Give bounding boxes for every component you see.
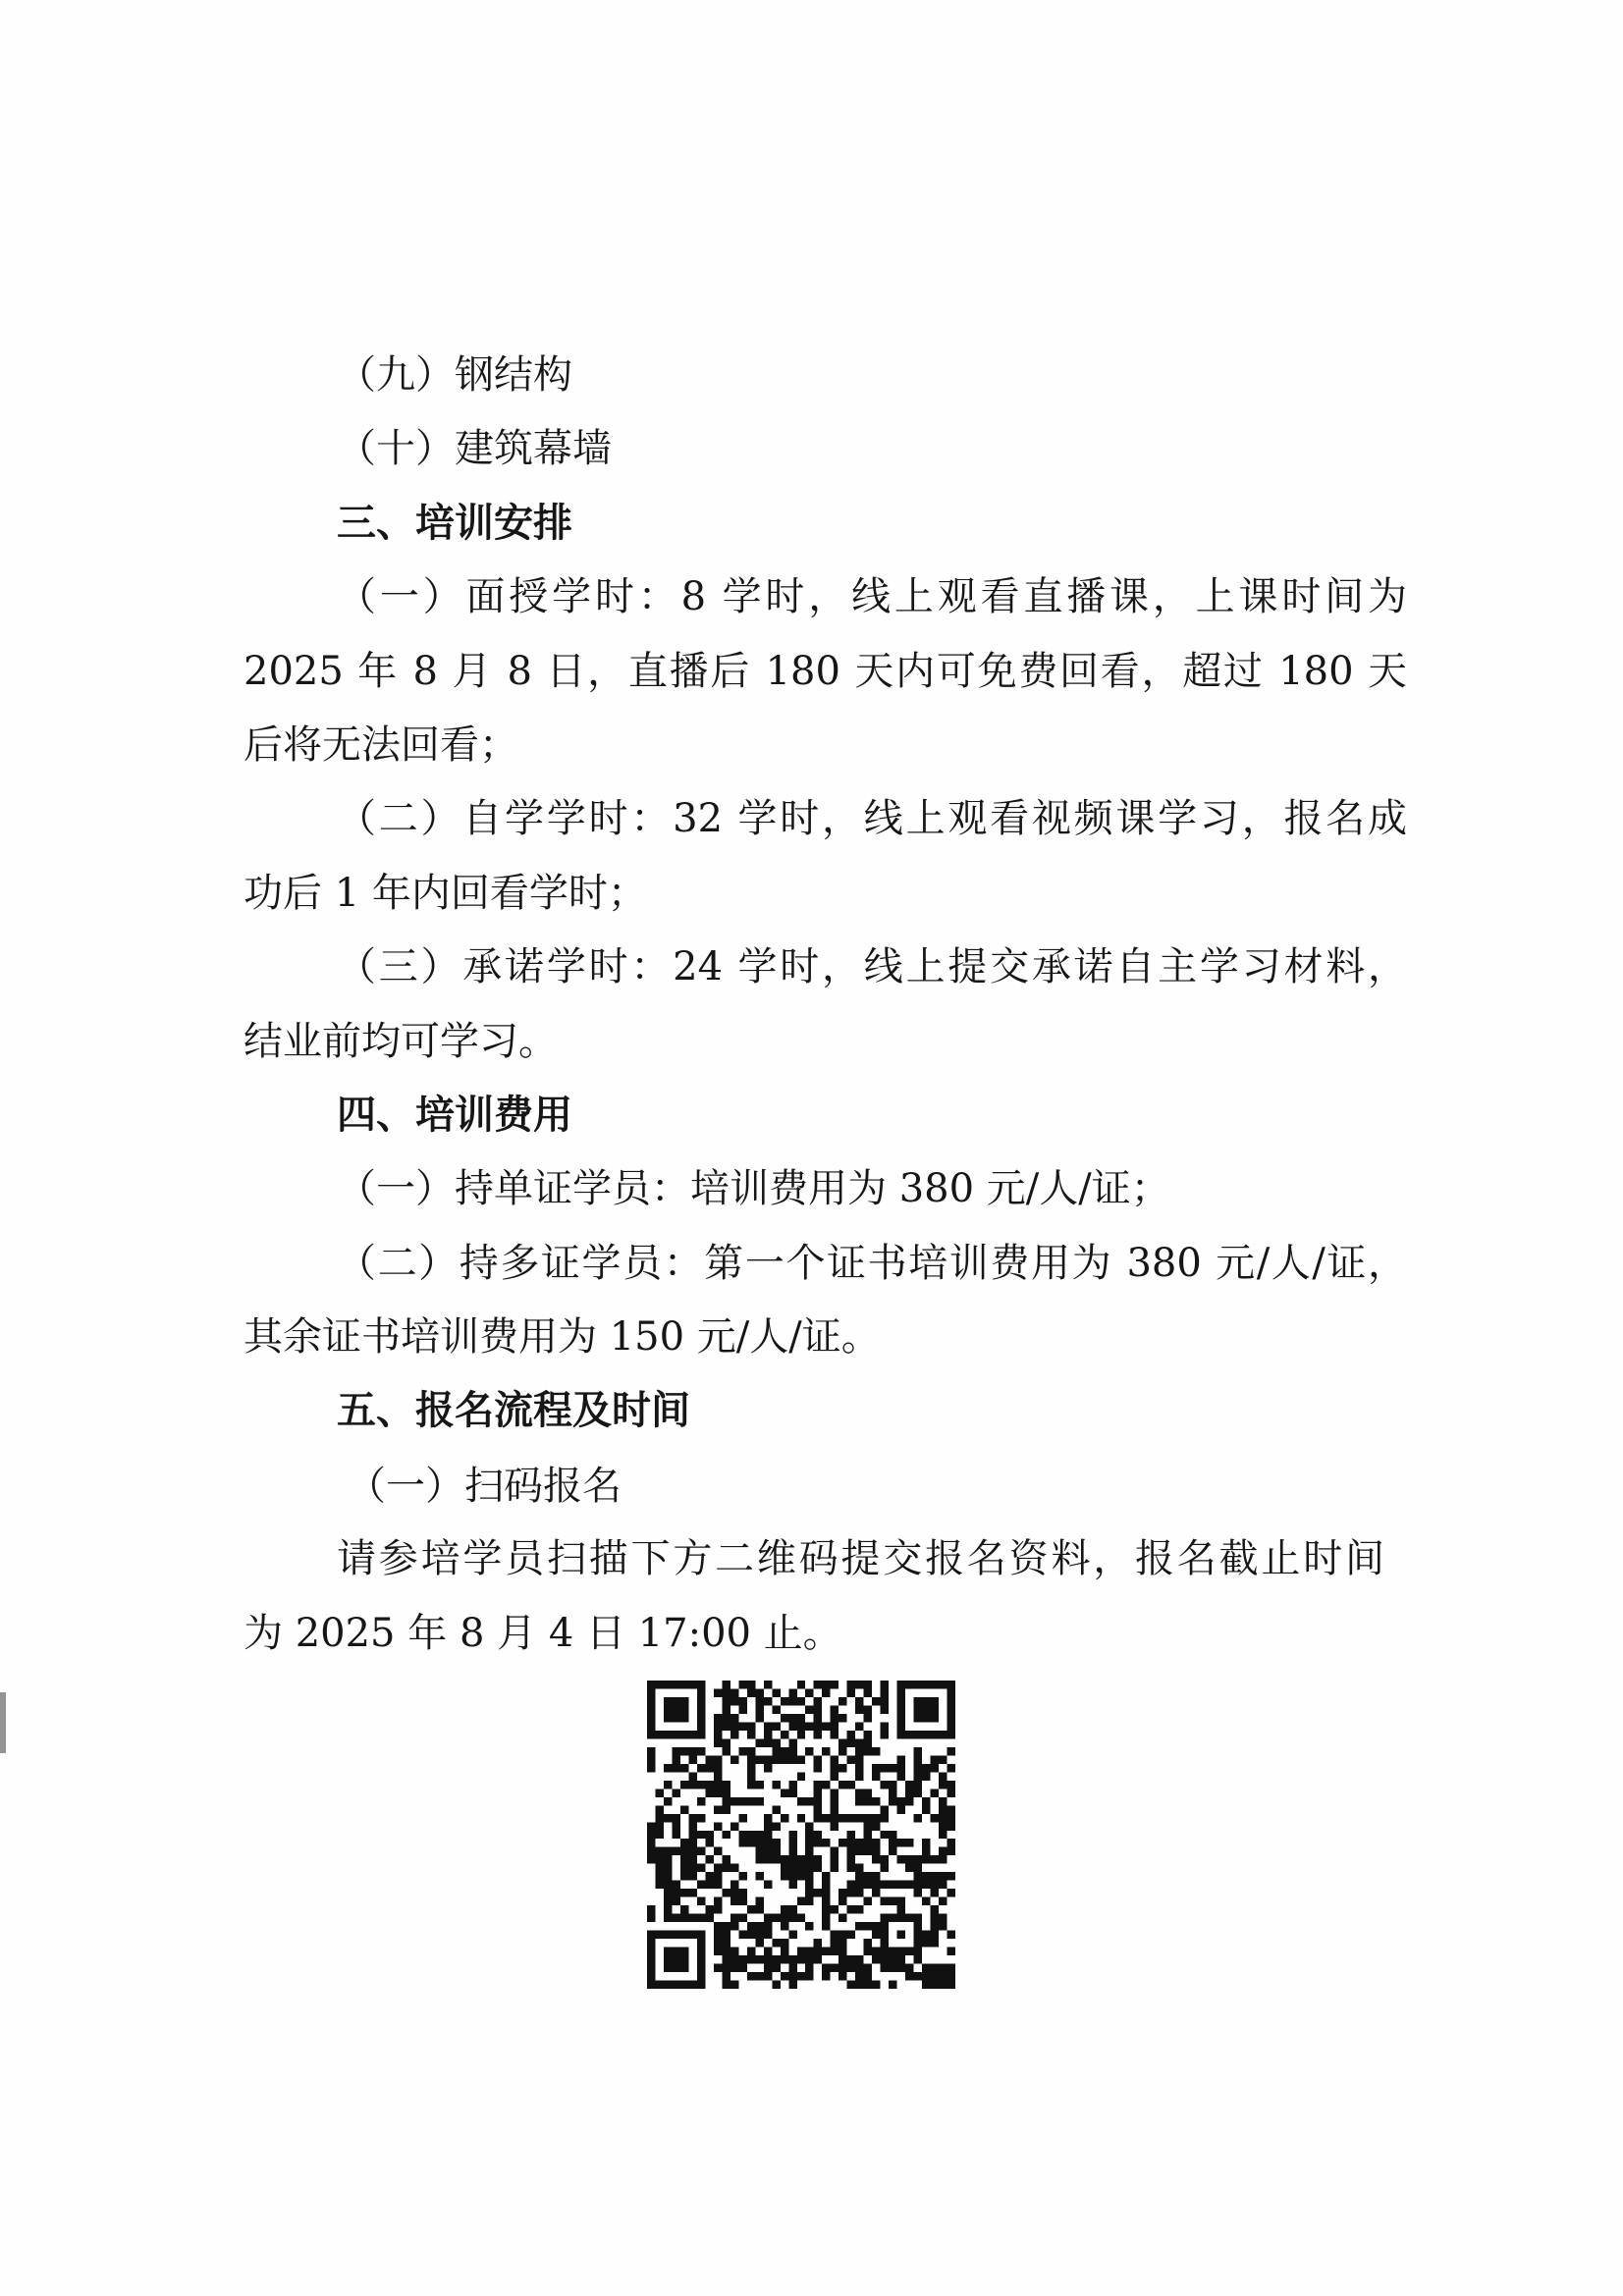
paragraph-line: 其余证书培训费用为 150 元/人/证。 [243,1314,881,1361]
qr-alignment-center [897,1931,905,1939]
qr-finder-center [664,1697,688,1722]
document-body [243,339,1407,1671]
section-heading-training-fees: 四、培训费用 [337,1092,572,1138]
paragraph-line: （二）自学学时：32 学时，线上观看视频课学习，报名成 [337,796,1407,842]
paragraph-line: 结业前均可学习。 [243,1018,558,1064]
paragraph-line: 为 2025 年 8 月 4 日 17:00 止。 [243,1610,842,1656]
subheading-scan-to-register: （一）扫码报名 [347,1463,622,1508]
qr-finder-pattern [897,1681,955,1738]
list-item-curtain-wall: （十）建筑幕墙 [337,426,612,472]
scan-edge-mark [0,1692,6,1753]
paragraph-line: 2025 年 8 月 8 日，直播后 180 天内可免费回看，超过 180 天 [243,648,1407,694]
qr-finder-pattern [647,1681,705,1738]
paragraph-line: 功后 1 年内回看学时； [243,870,647,916]
list-item-steel-structure: （九）钢结构 [337,352,572,398]
paragraph-line: 后将无法回看； [243,721,518,768]
paragraph-line: （三）承诺学时：24 学时，线上提交承诺自主学习材料， [337,944,1407,990]
paragraph-line: 请参培学员扫描下方二维码提交报名资料，报名截止时间 [337,1536,1384,1582]
section-heading-registration: 五、报名流程及时间 [337,1388,690,1434]
qr-code-icon [647,1681,955,1989]
qr-finder-center [664,1948,688,1972]
qr-alignment-pattern [881,1914,922,1955]
qr-finder-center [914,1697,939,1722]
paragraph-line: （二）持多证学员：第一个证书培训费用为 380 元/人/证， [337,1240,1407,1286]
qr-finder-pattern [647,1931,705,1989]
paragraph-line: （一）持单证学员：培训费用为 380 元/人/证； [337,1166,1170,1212]
section-heading-training-arrangement: 三、培训安排 [337,500,572,546]
paragraph-line: （一）面授学时：8 学时，线上观看直播课，上课时间为 [337,574,1407,620]
